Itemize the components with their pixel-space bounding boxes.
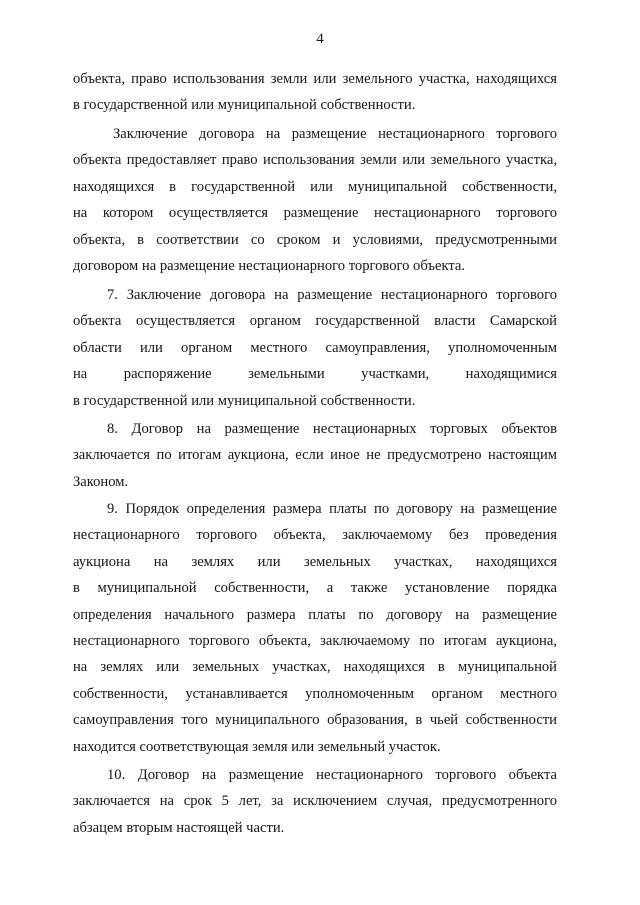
text-line: договором на размещение нестационарного торгового объекта. bbox=[73, 257, 466, 274]
text-line: в государственной или муниципальной собственности. bbox=[73, 97, 416, 114]
text-line: 10. Договор на размещение нестационарного торгового объекта bbox=[107, 767, 557, 783]
page-number: 4 bbox=[316, 31, 324, 47]
text-line: заключается по итогам аукциона, если иное не предусмотрено настоящим bbox=[73, 447, 557, 464]
text-line: Заключение договора на размещение нестационарного торгового bbox=[113, 126, 557, 142]
text-line: объекта предоставляет право использования земли или земельного участка, bbox=[73, 152, 557, 169]
paragraph-item-8 bbox=[73, 416, 557, 495]
text-line: определения начального размера платы по договору на размещение bbox=[73, 606, 557, 623]
text-line: 8. Договор на размещение нестационарных торговых объектов bbox=[107, 421, 557, 437]
text-line: находящихся в государственной или муниципальной собственности, bbox=[73, 178, 557, 195]
text-line: нестационарного торгового объекта, заключаемому без проведения bbox=[73, 527, 557, 544]
text-line: самоуправления того муниципального образования, в чьей собственности bbox=[73, 712, 557, 729]
text-line: 7. Заключение договора на размещение нестационарного торгового bbox=[107, 287, 557, 303]
paragraph-2 bbox=[73, 121, 557, 279]
text-line: Законом. bbox=[73, 473, 129, 490]
text-line: собственности, устанавливается уполномоченным органом местного bbox=[73, 685, 557, 702]
paragraph-item-7 bbox=[73, 282, 557, 414]
text-line: объекта, право использования земли или земельного участка, находящихся bbox=[73, 71, 557, 87]
text-line: области или органом местного самоуправления, уполномоченным bbox=[73, 339, 557, 356]
text-line: находится соответствующая земля или земельный участок. bbox=[73, 738, 441, 755]
text-line: 9. Порядок определения размера платы по договору на размещение bbox=[107, 501, 557, 517]
text-line: в государственной или муниципальной собственности. bbox=[73, 392, 416, 409]
text-line: в муниципальной собственности, а также установление порядка bbox=[73, 580, 557, 597]
paragraph-item-9 bbox=[73, 496, 557, 760]
text-line: нестационарного торгового объекта, заключаемому по итогам аукциона, bbox=[73, 632, 557, 649]
paragraph-1 bbox=[73, 66, 557, 119]
text-line: на землях или земельных участках, находящихся в муниципальной bbox=[73, 659, 557, 676]
text-line: заключается на срок 5 лет, за исключением случая, предусмотренного bbox=[73, 793, 557, 810]
text-line: объекта осуществляется органом государственной власти Самарской bbox=[73, 313, 557, 330]
paragraph-item-10 bbox=[73, 762, 557, 841]
text-line: абзацем вторым настоящей части. bbox=[73, 819, 285, 836]
text-line: на распоряжение земельными участками, находящимися bbox=[73, 366, 557, 383]
text-line: на котором осуществляется размещение нестационарного торгового bbox=[73, 205, 557, 222]
text-line: аукциона на землях или земельных участках, находящихся bbox=[73, 553, 557, 570]
text-line: объекта, в соответствии со сроком и условиями, предусмотренными bbox=[73, 231, 557, 248]
